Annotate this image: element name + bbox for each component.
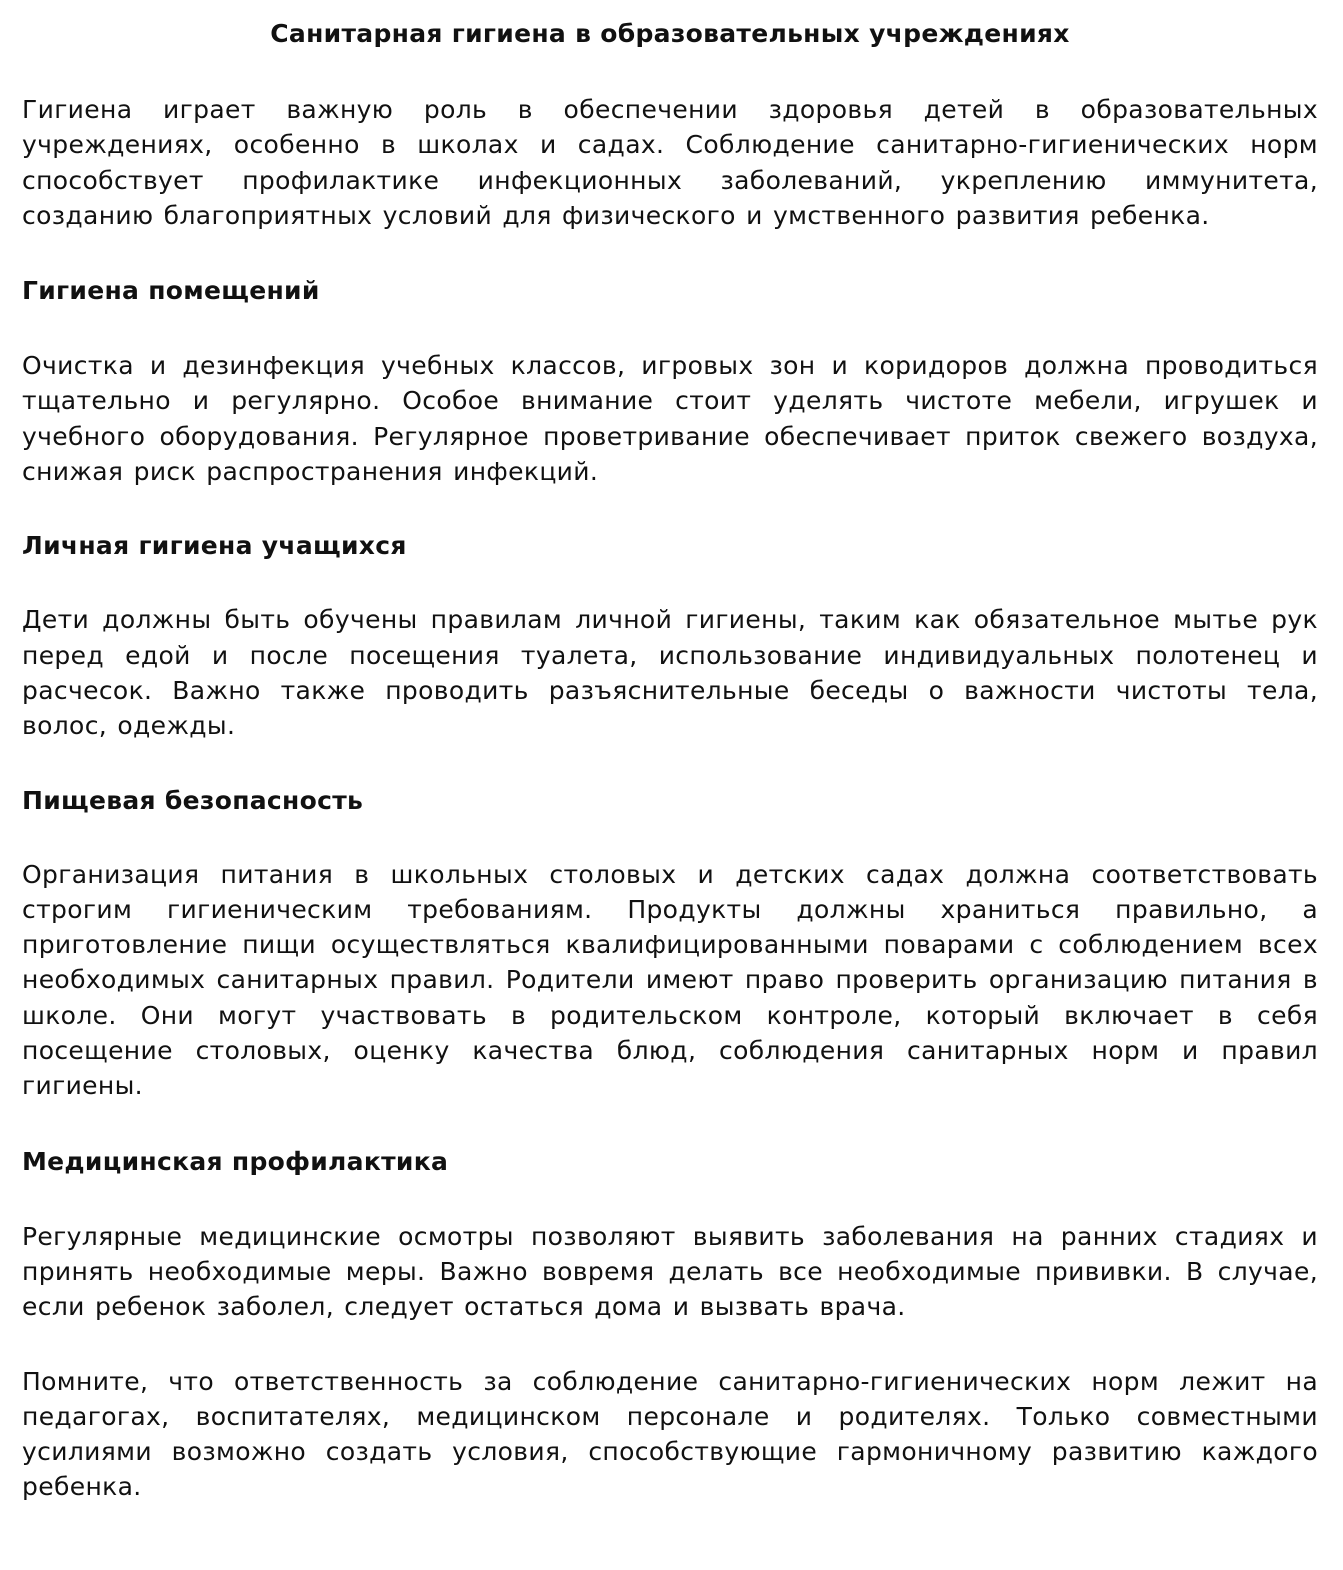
closing-paragraph: Помните, что ответственность за соблюдение санитарно-гигиенических норм лежит на педагогах, воспитателях, медицинском персонале и родителях. Только совместными усилиями возможно создать условия, способствующие гармоничному развитию каждого ребенка. — [22, 1366, 1318, 1502]
section-heading-food: Пищевая безопасность — [22, 785, 364, 815]
section-text-medical: Регулярные медицинские осмотры позволяют выявить заболевания на ранних стадиях и принять необходимые меры. Важно вовремя делать все необходимые прививки. В случае, если ребенок заболел, следует остаться дома и вызвать врача. — [22, 1221, 1318, 1322]
section-text-personal: Дети должны быть обучены правилам личной гигиены, таким как обязательное мытье рук перед едой и после посещения туалета, использование индивидуальных полотенец и расчесок. Важно также проводить разъяснительные беседы о важности чистоты тела, волос, одежды. — [22, 605, 1318, 741]
section-heading-personal: Личная гигиена учащихся — [22, 531, 407, 561]
section-text-rooms: Очистка и дезинфекция учебных классов, игровых зон и коридоров должна проводиться тщательно и регулярно. Особое внимание стоит уделять чистоте мебели, игрушек и учебного оборудования. Регулярное проветривание обеспечивает приток свежего воздуха, снижая риск распространения инфекций. — [22, 351, 1318, 487]
intro-paragraph: Гигиена играет важную роль в обеспечении здоровья детей в образовательных учреждениях, особенно в школах и садах. Соблюдение санитарно-гигиенических норм способствует профилактике инфекционных заболеваний, укреплению иммунитета, созданию благоприятных условий для физического и умственного развития ребенка. — [22, 95, 1318, 230]
document-title: Санитарная гигиена в образовательных учреждениях — [270, 19, 1070, 48]
document-page — [22, 14, 1318, 1505]
section-heading-rooms: Гигиена помещений — [22, 276, 320, 306]
section-heading-medical: Медицинская профилактика — [22, 1146, 449, 1176]
section-text-food: Организация питания в школьных столовых и детских садах должна соответствовать строгим гигиеническим требованиям. Продукты должны храниться правильно, а приготовление пищи осуществляться квалифицированными поварами с соблюдением всех необходимых санитарных правил. Родители имеют право проверить организацию питания в школе. Они могут участвовать в родительском контроле, который включает в себя посещение столовых, оценку качества блюд, соблюдения санитарных норм и правил гигиены. — [22, 859, 1318, 1101]
